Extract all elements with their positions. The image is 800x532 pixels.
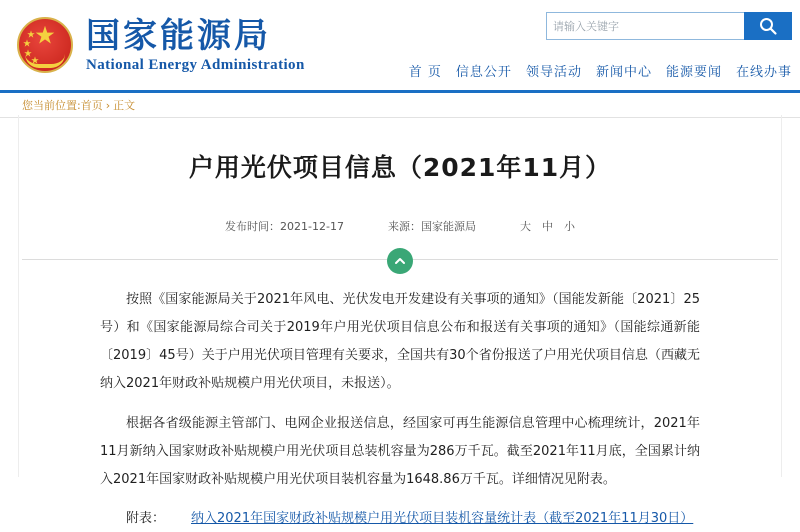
publish-time-value: 2021-12-17	[280, 220, 344, 233]
site-logo[interactable]	[0, 14, 400, 76]
article	[0, 148, 800, 532]
attachment-link[interactable]: 纳入2021年国家财政补贴规模户用光伏项目装机容量统计表（截至2021年11月30日）	[191, 511, 694, 526]
breadcrumb-item-current: 正文	[113, 99, 136, 112]
nav-item-disclosure[interactable]: 信息公开	[455, 65, 512, 80]
site-title-cn: 国家能源局	[86, 15, 271, 56]
national-emblem-icon: ★ ★ ★ ★ ★	[14, 14, 76, 76]
chevron-up-icon	[393, 254, 407, 268]
font-size-medium[interactable]: 中	[541, 220, 553, 233]
breadcrumb-item-home[interactable]: 首页	[80, 99, 103, 112]
back-to-top-button[interactable]	[387, 248, 413, 274]
article-meta	[22, 218, 778, 234]
nav-item-leadership[interactable]: 领导活动	[525, 65, 582, 80]
publish-time	[225, 218, 344, 234]
source-label: 来源：	[387, 220, 421, 233]
nav-item-news[interactable]: 新闻中心	[595, 65, 652, 80]
search-icon	[758, 16, 778, 36]
publish-time-label: 发布时间：	[225, 220, 281, 233]
nav-item-energy[interactable]: 能源要闻	[665, 65, 722, 80]
search-area	[546, 12, 792, 40]
site-title-block	[86, 17, 305, 74]
font-size-small[interactable]: 小	[563, 220, 575, 233]
attachment-label: 附表：	[126, 511, 166, 526]
site-header	[0, 0, 800, 93]
search-input[interactable]	[546, 12, 744, 40]
nav-item-services[interactable]: 在线办事	[735, 65, 792, 80]
main-nav	[409, 61, 792, 80]
breadcrumb	[0, 93, 800, 118]
source-value: 国家能源局	[420, 220, 476, 233]
article-paragraph-2: 根据各省级能源主管部门、电网企业报送信息，经国家可再生能源信息管理中心梳理统计，2021年11月新纳入国家财政补贴规模户用光伏项目总装机容量为286万千瓦。截至2021年11月底，全国累计纳入2021年国家财政补贴规模户用光伏项目装机容量为1648.86万千瓦。详细情况见附表。	[100, 416, 700, 487]
page-title: 户用光伏项目信息（2021年11月）	[188, 153, 612, 182]
font-size-large[interactable]: 大	[519, 220, 531, 233]
article-body	[22, 286, 778, 494]
meta-divider	[22, 248, 778, 272]
article-paragraph-1: 按照《国家能源局关于2021年风电、光伏发电开发建设有关事项的通知》（国能发新能〔2021〕25号）和《国家能源局综合司关于2019年户用光伏项目信息公布和报送有关事项的通知》（国能综通新能〔2019〕45号）关于户用光伏项目管理有关要求，全国共有30个省份报送了户用光伏项目信息（西藏无纳入2021年财政补贴规模户用光伏项目，未报送）。	[100, 292, 700, 391]
font-size-controls	[520, 218, 575, 234]
breadcrumb-prefix: 您当前位置:	[22, 99, 81, 112]
search-button[interactable]	[744, 12, 792, 40]
breadcrumb-separator: ›	[105, 98, 111, 112]
nav-item-home[interactable]: 首 页	[408, 65, 442, 80]
attachment-row	[22, 506, 778, 532]
article-source	[388, 218, 476, 234]
site-title-en: National Energy Administration	[86, 56, 305, 73]
